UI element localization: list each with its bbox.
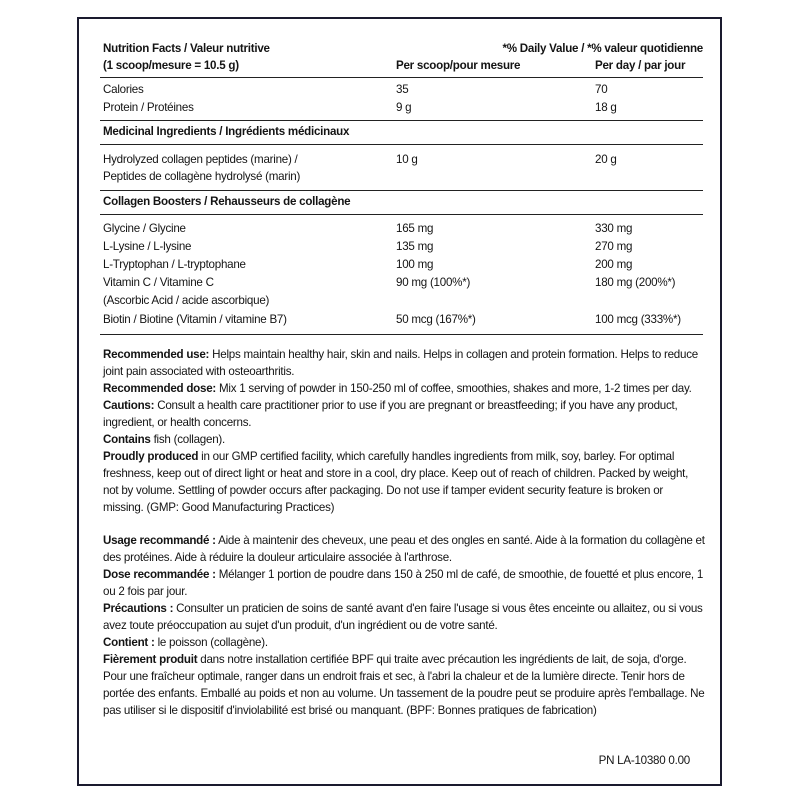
proudly-produced — [103, 448, 705, 516]
divider — [100, 334, 703, 335]
ingredient-name: L-Lysine / L-lysine — [103, 240, 192, 253]
ingredient-name: Glycine / Glycine — [103, 222, 186, 235]
table-row — [103, 274, 703, 291]
per-scoop-value: 50 mcg (167%*) — [396, 313, 476, 326]
fierement-produit — [103, 651, 705, 719]
ingredient-name-line-2: Peptides de collagène hydrolysé (marin) — [103, 170, 301, 183]
per-scoop-value: 100 mg — [396, 258, 434, 271]
medicinal-section-title: Medicinal Ingredients / Ingrédients médicinaux — [103, 125, 350, 138]
precautions — [103, 600, 705, 634]
per-day-value: 180 mg (200%*) — [595, 276, 676, 289]
dose-recommandee — [103, 566, 705, 600]
label: Précautions : — [103, 602, 174, 615]
col-per-scoop-header: Per scoop/pour mesure — [396, 59, 521, 72]
col-per-day-header: Per day / par jour — [595, 59, 686, 72]
divider — [100, 190, 703, 191]
ingredient-name: Biotin / Biotine (Vitamin / vitamine B7) — [103, 313, 287, 326]
english-directions — [103, 346, 705, 516]
per-scoop-value: 10 g — [396, 153, 418, 166]
ingredient-name — [103, 151, 388, 185]
table-row — [103, 256, 703, 273]
text: Consult a health care practitioner prior to use if you are pregnant or breastfeeding; if you have any product, ingredient, or health concerns. — [103, 399, 678, 429]
boosters-section-title: Collagen Boosters / Rehausseurs de collagène — [103, 195, 351, 208]
ingredient-name: Vitamin C / Vitamine C — [103, 276, 214, 289]
nutrition-label-panel — [77, 17, 722, 786]
divider — [100, 214, 703, 215]
per-scoop-value: 35 — [396, 83, 409, 96]
per-scoop-value: 90 mg (100%*) — [396, 276, 471, 289]
recommended-use — [103, 346, 705, 380]
label: Dose recommandée : — [103, 568, 216, 581]
text: dans notre installation certifiée BPF qui traite avec précaution les ingrédients de lait, de soja, d'orge. Pour une fraîcheur optimale, ranger dans un endroit frais et sec, à l'abri la chaleur et de la lumière directe. Tenir hors de portée des enfants. Emballé au poids et non au volume. Un tassement de la poudre peut se produire après l'emballage. Ne pas utiliser si le dispositif d'inviolabilité est brisé ou manquant. (BPF: Bonnes pratiques de fabrication) — [103, 653, 705, 717]
table-row-calories — [103, 81, 703, 98]
per-day-value: 18 g — [595, 101, 617, 114]
text: in our GMP certified facility, which carefully handles ingredients from milk, soy, barley. For optimal freshness, keep out of direct light or heat and store in a cool, dry place. Keep out of reach of children. Packed by weight, not by volume. Settling of powder occurs after packaging. Do not use if tamper evident security feature is broken or missing. (GMP: Good Manufacturing Practices) — [103, 450, 689, 514]
per-scoop-value: 135 mg — [396, 240, 434, 253]
text: Aide à maintenir des cheveux, une peau et des ongles en santé. Aide à la formation du collagène et des protéines. Aide à réduire la douleur articulaire associée à l'arthrose. — [103, 534, 705, 564]
ingredient-name: (Ascorbic Acid / acide ascorbique) — [103, 294, 270, 307]
per-day-value: 200 mg — [595, 258, 633, 271]
usage-recommande — [103, 532, 705, 566]
text: Consulter un praticien de soins de santé avant d'en faire l'usage si vous êtes enceinte ou allaitez, ou si vous avez toute préoccupation au sujet d'un produit, d'un ingrédient ou de votre santé. — [103, 602, 703, 632]
table-row-protein — [103, 99, 703, 116]
table-row — [103, 238, 703, 255]
cautions — [103, 397, 705, 431]
divider — [100, 120, 703, 121]
text: Helps maintain healthy hair, skin and nails. Helps in collagen and protein formation. Helps to reduce joint pain associated with osteoarthritis. — [103, 348, 698, 378]
label: Contains — [103, 433, 151, 446]
label: Recommended dose: — [103, 382, 217, 395]
per-day-value: 70 — [595, 83, 608, 96]
per-day-value: 330 mg — [595, 222, 633, 235]
divider — [100, 144, 703, 145]
divider — [100, 77, 703, 78]
label: Fièrement produit — [103, 653, 198, 666]
label: Cautions: — [103, 399, 155, 412]
part-number: PN LA-10380 0.00 — [598, 754, 690, 767]
table-row-collagen — [103, 151, 703, 185]
serving-size: (1 scoop/mesure = 10.5 g) — [103, 59, 239, 72]
table-title — [103, 40, 270, 74]
label: Usage recommandé : — [103, 534, 216, 547]
text: Mix 1 serving of powder in 150-250 ml of coffee, smoothies, shakes and more, 1-2 times per day. — [216, 382, 692, 395]
per-day-value: 100 mcg (333%*) — [595, 313, 681, 326]
text: le poisson (collagène). — [154, 636, 268, 649]
nutrient-name: Protein / Protéines — [103, 101, 194, 114]
per-day-value: 20 g — [595, 153, 617, 166]
per-scoop-value: 165 mg — [396, 222, 434, 235]
contains — [103, 431, 705, 448]
recommended-dose — [103, 380, 705, 397]
table-row — [103, 311, 703, 328]
nutrient-name: Calories — [103, 83, 144, 96]
french-directions — [103, 532, 705, 719]
table-row — [103, 292, 703, 309]
ingredient-name-line-1: Hydrolyzed collagen peptides (marine) / — [103, 153, 298, 166]
ingredient-name: L-Tryptophan / L-tryptophane — [103, 258, 246, 271]
table-header — [103, 40, 703, 76]
label: Proudly produced — [103, 450, 199, 463]
per-scoop-value: 9 g — [396, 101, 412, 114]
per-day-value: 270 mg — [595, 240, 633, 253]
contient — [103, 634, 705, 651]
text: fish (collagen). — [150, 433, 225, 446]
label: Contient : — [103, 636, 155, 649]
title-line-1: Nutrition Facts / Valeur nutritive — [103, 42, 270, 55]
label: Recommended use: — [103, 348, 210, 361]
daily-value-label: *% Daily Value / *% valeur quotidienne — [502, 42, 703, 55]
text: Mélanger 1 portion de poudre dans 150 à 250 ml de café, de smoothie, de fouetté et plus encore, 1 ou 2 fois par jour. — [103, 568, 704, 598]
table-row — [103, 220, 703, 237]
